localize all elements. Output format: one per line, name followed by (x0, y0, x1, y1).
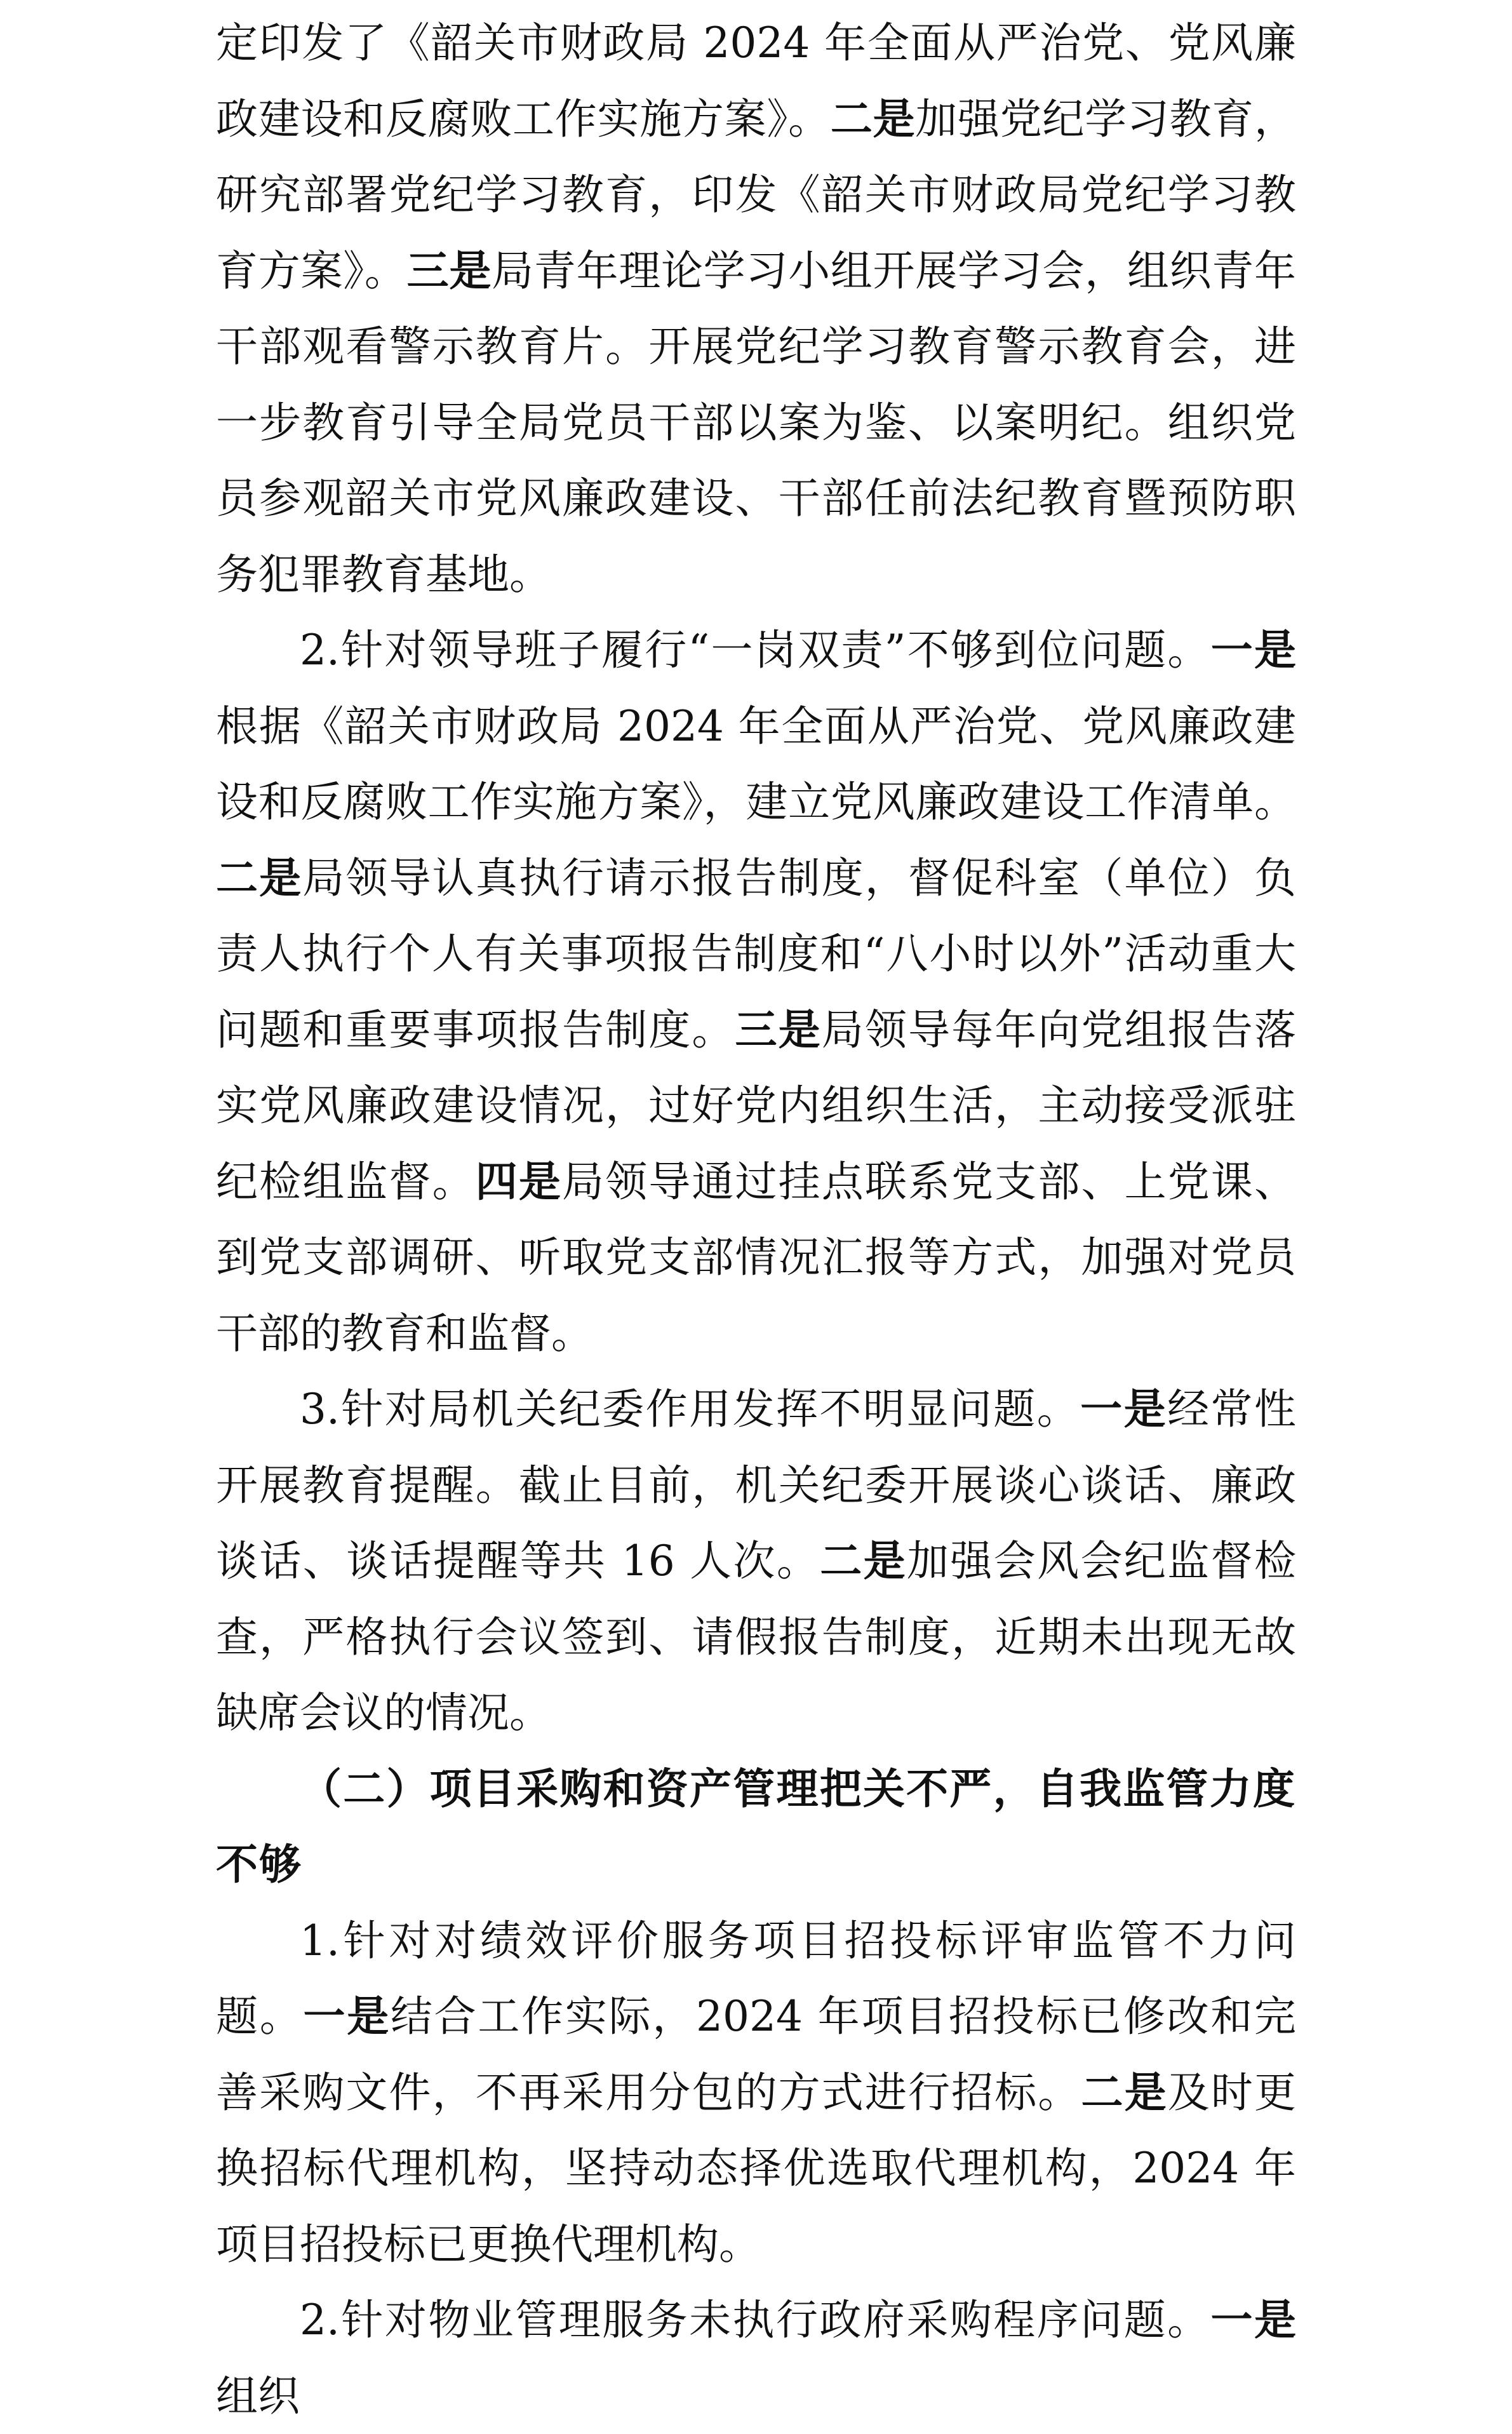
para-item-3-discipline (216, 1371, 1296, 1751)
ordinal-marker: 一是 (1211, 626, 1296, 675)
text-segment: 结合工作实际，2024 年项目招投标已修改和完善采购文件，不再采用分包的方式进行招标。 (216, 1992, 1296, 2117)
para-item-1-procurement (216, 1903, 1296, 2283)
text-segment: 2.针对领导班子履行“一岗双责”不够到位问题。 (300, 626, 1211, 675)
text-segment: 及时更换招标代理机构，坚持动态择优选取代理机构，2024 年项目招投标已更换代理机构。 (216, 2068, 1296, 2269)
ordinal-marker: 二是 (820, 1536, 907, 1585)
text-segment: 组织 (216, 2372, 300, 2421)
text-segment: 3.针对局机关纪委作用发挥不明显问题。 (300, 1385, 1080, 1434)
ordinal-marker: 二是 (1081, 2068, 1168, 2117)
ordinal-marker: 四是 (476, 1157, 562, 1206)
para-item-2-leadership (216, 612, 1296, 1371)
section-heading: （二）项目采购和资产管理把关不严，自我监管力度不够 (216, 1751, 1296, 1903)
text-segment: 加强党纪学习教育，研究部署党纪学习教育，印发《韶关市财政局党纪学习教育方案》。 (216, 95, 1296, 295)
text-segment: 局青年理论学习小组开展学习会，组织青年干部观看警示教育片。开展党纪学习教育警示教育会，进一步教育引导全局党员干部以案为鉴、以案明纪。组织党员参观韶关市党风廉政建设、干部任前法纪教育暨预防职务犯罪教育基地。 (216, 246, 1296, 599)
body-before-heading (216, 5, 1296, 1751)
ordinal-marker: 三是 (735, 1005, 822, 1054)
text-segment: 根据《韶关市财政局 2024 年全面从严治党、党风廉政建设和反腐败工作实施方案》，建立党风廉政建设工作清单。 (216, 702, 1296, 827)
text-segment: 1.针对对绩效评价服务项目招投标评审监管不力问题。 (216, 1916, 1296, 2041)
ordinal-marker: 一是 (1211, 2296, 1296, 2344)
text-segment: 局领导每年向党组报告落实党风廉政建设情况，过好党内组织生活，主动接受派驻纪检组监督。 (216, 1005, 1296, 1206)
body-after-heading (216, 1903, 1296, 2434)
text-segment: 经常性开展教育提醒。截止目前，机关纪委开展谈心谈话、廉政谈话、谈话提醒等共 16 人次。 (216, 1385, 1296, 1585)
text-segment: 2.针对物业管理服务未执行政府采购程序问题。 (300, 2296, 1211, 2344)
text-segment: 加强会风会纪监督检查，严格执行会议签到、请假报告制度，近期未出现无故缺席会议的情况。 (216, 1536, 1296, 1737)
ordinal-marker: 一是 (303, 1992, 390, 2041)
ordinal-marker: 二是 (216, 854, 302, 903)
ordinal-marker: 一是 (1080, 1385, 1167, 1434)
text-segment: 局领导认真执行请示报告制度，督促科室（单位）负责人执行个人有关事项报告制度和“八小时以外”活动重大问题和重要事项报告制度。 (216, 854, 1296, 1054)
ordinal-marker: 三是 (407, 246, 492, 295)
para-continuation-study (216, 5, 1296, 612)
ordinal-marker: 二是 (831, 95, 915, 144)
text-segment: 定印发了《韶关市财政局 2024 年全面从严治党、党风廉政建设和反腐败工作实施方案》。 (216, 18, 1296, 144)
text-segment: 局领导通过挂点联系党支部、上党课、到党支部调研、听取党支部情况汇报等方式，加强对党员干部的教育和监督。 (216, 1157, 1296, 1358)
para-item-2-property (216, 2282, 1296, 2434)
